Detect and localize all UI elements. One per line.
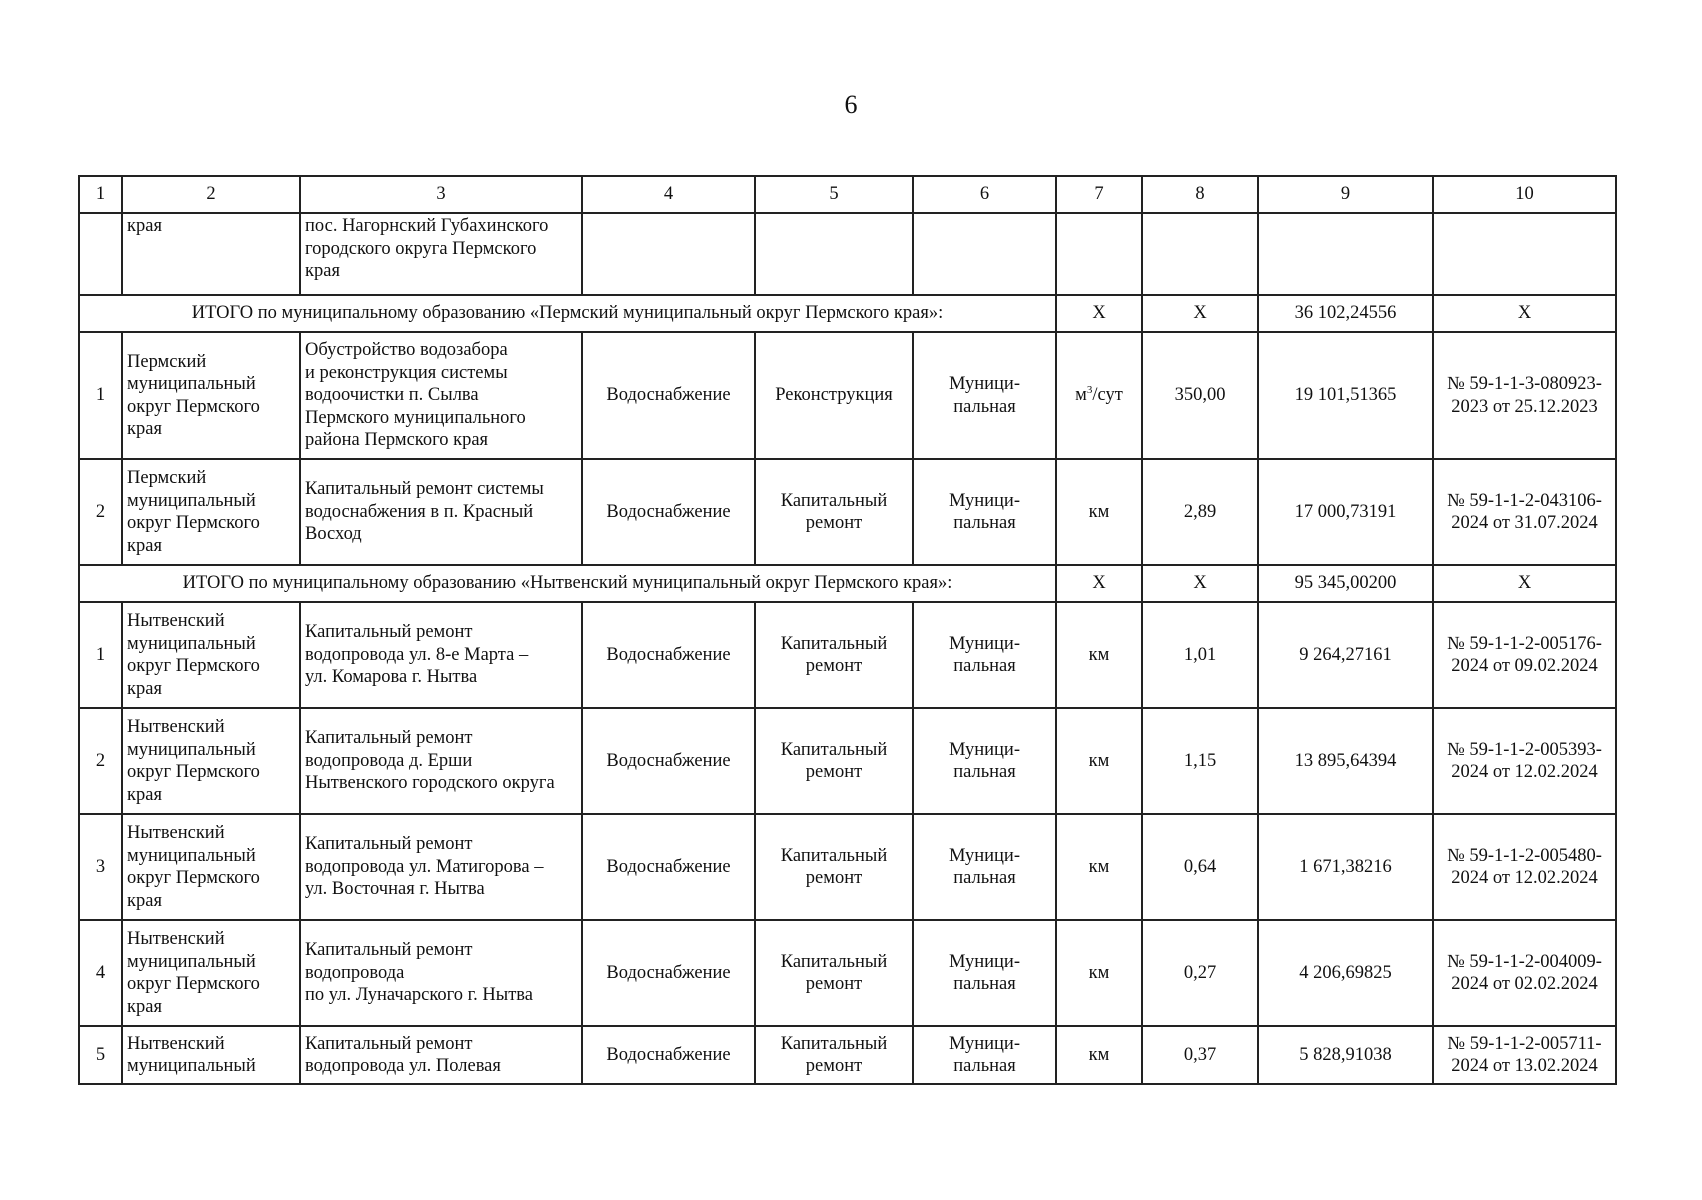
unit-cell xyxy=(1056,708,1142,814)
total-label: ИТОГО по муниципальному образованию «Пермский муниципальный округ Пермского края»: xyxy=(79,295,1056,332)
capacity-cell: 1,15 xyxy=(1142,708,1258,814)
municipality-cell: Нытвенский муниципальный xyxy=(122,1026,300,1084)
capacity-cell: 0,64 xyxy=(1142,814,1258,920)
capacity-cell: 350,00 xyxy=(1142,332,1258,459)
row-number-cell: 4 xyxy=(79,920,122,1026)
row-number-cell: 1 xyxy=(79,602,122,708)
expertise-cell: № 59-1-1-2-005393- 2024 от 12.02.2024 xyxy=(1433,708,1616,814)
municipality-cell: Нытвенский муниципальный округ Пермского края xyxy=(122,814,300,920)
unit-cell xyxy=(1056,332,1142,459)
cost-cell: 5 828,91038 xyxy=(1258,1026,1433,1084)
unit-superscript: 3 xyxy=(1086,384,1093,397)
capacity-cell: 2,89 xyxy=(1142,459,1258,565)
sphere-cell: Водоснабжение xyxy=(582,332,755,459)
empty-cell xyxy=(1433,213,1616,295)
unit-base: км xyxy=(1088,856,1110,877)
work-type-cell: Капитальный ремонт xyxy=(755,920,913,1026)
work-type-cell: Реконструкция xyxy=(755,332,913,459)
expertise-cell: № 59-1-1-2-043106- 2024 от 31.07.2024 xyxy=(1433,459,1616,565)
row-number-cell xyxy=(79,213,122,295)
row-number-cell: 2 xyxy=(79,708,122,814)
ownership-cell: Муници- пальная xyxy=(913,1026,1056,1084)
column-number-cell: 4 xyxy=(582,176,755,213)
total-label: ИТОГО по муниципальному образованию «Нытвенский муниципальный округ Пермского края»: xyxy=(79,565,1056,602)
empty-cell xyxy=(1142,213,1258,295)
ownership-cell: Муници- пальная xyxy=(913,602,1056,708)
total-cost-cell: 95 345,00200 xyxy=(1258,565,1433,602)
unit-base: км xyxy=(1088,644,1110,665)
total-capacity-cell: Х xyxy=(1142,565,1258,602)
object-cell: Капитальный ремонт системы водоснабжения в п. Красный Восход xyxy=(300,459,582,565)
empty-cell xyxy=(755,213,913,295)
column-number-cell: 6 xyxy=(913,176,1056,213)
unit-base: км xyxy=(1088,962,1110,983)
column-number-cell: 7 xyxy=(1056,176,1142,213)
capacity-cell: 0,27 xyxy=(1142,920,1258,1026)
sphere-cell: Водоснабжение xyxy=(582,459,755,565)
total-cost-cell: 36 102,24556 xyxy=(1258,295,1433,332)
unit-tail: /сут xyxy=(1092,385,1123,406)
work-type-cell: Капитальный ремонт xyxy=(755,602,913,708)
empty-cell xyxy=(1258,213,1433,295)
unit-base: км xyxy=(1088,1044,1110,1065)
table-row xyxy=(79,332,1616,459)
total-expertise-cell: Х xyxy=(1433,565,1616,602)
total-unit-cell: Х xyxy=(1056,295,1142,332)
column-number-cell: 10 xyxy=(1433,176,1616,213)
sphere-cell: Водоснабжение xyxy=(582,1026,755,1084)
unit-cell xyxy=(1056,920,1142,1026)
row-number-cell: 3 xyxy=(79,814,122,920)
column-number-cell: 9 xyxy=(1258,176,1433,213)
work-type-cell: Капитальный ремонт xyxy=(755,459,913,565)
expertise-cell: № 59-1-1-2-005480- 2024 от 12.02.2024 xyxy=(1433,814,1616,920)
empty-cell xyxy=(1056,213,1142,295)
expertise-cell: № 59-1-1-2-004009- 2024 от 02.02.2024 xyxy=(1433,920,1616,1026)
ownership-cell: Муници- пальная xyxy=(913,459,1056,565)
column-number-cell: 2 xyxy=(122,176,300,213)
column-number-row xyxy=(79,176,1616,213)
row-number-cell: 1 xyxy=(79,332,122,459)
page-number: 6 xyxy=(844,90,858,119)
municipality-cell: Нытвенский муниципальный округ Пермского края xyxy=(122,708,300,814)
ownership-cell: Муници- пальная xyxy=(913,814,1056,920)
table-row xyxy=(79,459,1616,565)
unit-base: км xyxy=(1088,750,1110,771)
municipality-cell: Нытвенский муниципальный округ Пермского края xyxy=(122,920,300,1026)
capacity-cell: 1,01 xyxy=(1142,602,1258,708)
ownership-cell: Муници- пальная xyxy=(913,332,1056,459)
object-cell: Капитальный ремонт водопровода ул. Матигорова – ул. Восточная г. Нытва xyxy=(300,814,582,920)
work-type-cell: Капитальный ремонт xyxy=(755,1026,913,1084)
cost-cell: 4 206,69825 xyxy=(1258,920,1433,1026)
ownership-cell: Муници- пальная xyxy=(913,920,1056,1026)
table-row xyxy=(79,602,1616,708)
total-row-perm xyxy=(79,295,1616,332)
work-type-cell: Капитальный ремонт xyxy=(755,708,913,814)
table-row xyxy=(79,1026,1616,1084)
sphere-cell: Водоснабжение xyxy=(582,920,755,1026)
column-number-cell: 5 xyxy=(755,176,913,213)
total-capacity-cell: Х xyxy=(1142,295,1258,332)
municipality-cell: Пермский муниципальный округ Пермского края xyxy=(122,332,300,459)
unit-cell xyxy=(1056,602,1142,708)
object-cell: Капитальный ремонт водопровода д. Ерши Нытвенского городского округа xyxy=(300,708,582,814)
column-number-cell: 1 xyxy=(79,176,122,213)
column-number-cell: 8 xyxy=(1142,176,1258,213)
total-unit-cell: Х xyxy=(1056,565,1142,602)
sphere-cell: Водоснабжение xyxy=(582,602,755,708)
object-cell: Капитальный ремонт водопровода ул. 8-е Марта – ул. Комарова г. Нытва xyxy=(300,602,582,708)
object-cell: Обустройство водозабора и реконструкция системы водоочистки п. Сылва Пермского муниципального района Пермского края xyxy=(300,332,582,459)
municipality-cell: края xyxy=(122,213,300,295)
expertise-cell: № 59-1-1-2-005711- 2024 от 13.02.2024 xyxy=(1433,1026,1616,1084)
table-row xyxy=(79,920,1616,1026)
row-number-cell: 2 xyxy=(79,459,122,565)
total-expertise-cell: Х xyxy=(1433,295,1616,332)
sphere-cell: Водоснабжение xyxy=(582,814,755,920)
cost-cell: 17 000,73191 xyxy=(1258,459,1433,565)
column-number-cell: 3 xyxy=(300,176,582,213)
work-type-cell: Капитальный ремонт xyxy=(755,814,913,920)
total-row-nytva xyxy=(79,565,1616,602)
ownership-cell: Муници- пальная xyxy=(913,708,1056,814)
unit-base: м xyxy=(1075,385,1087,406)
table-row xyxy=(79,708,1616,814)
unit-base: км xyxy=(1088,501,1110,522)
municipality-cell: Нытвенский муниципальный округ Пермского края xyxy=(122,602,300,708)
cost-cell: 19 101,51365 xyxy=(1258,332,1433,459)
empty-cell xyxy=(913,213,1056,295)
municipality-cell: Пермский муниципальный округ Пермского края xyxy=(122,459,300,565)
investment-program-table xyxy=(78,175,1617,1085)
unit-cell xyxy=(1056,459,1142,565)
expertise-cell: № 59-1-1-3-080923- 2023 от 25.12.2023 xyxy=(1433,332,1616,459)
unit-cell xyxy=(1056,1026,1142,1084)
unit-cell xyxy=(1056,814,1142,920)
sphere-cell: Водоснабжение xyxy=(582,708,755,814)
object-cell: Капитальный ремонт водопровода ул. Полевая xyxy=(300,1026,582,1084)
capacity-cell: 0,37 xyxy=(1142,1026,1258,1084)
cost-cell: 9 264,27161 xyxy=(1258,602,1433,708)
object-cell: пос. Нагорнский Губахинского городского округа Пермского края xyxy=(300,213,582,295)
row-number-cell: 5 xyxy=(79,1026,122,1084)
expertise-cell: № 59-1-1-2-005176- 2024 от 09.02.2024 xyxy=(1433,602,1616,708)
object-cell: Капитальный ремонт водопровода по ул. Луначарского г. Нытва xyxy=(300,920,582,1026)
empty-cell xyxy=(582,213,755,295)
cost-cell: 1 671,38216 xyxy=(1258,814,1433,920)
table-row xyxy=(79,814,1616,920)
continuation-row xyxy=(79,213,1616,295)
cost-cell: 13 895,64394 xyxy=(1258,708,1433,814)
